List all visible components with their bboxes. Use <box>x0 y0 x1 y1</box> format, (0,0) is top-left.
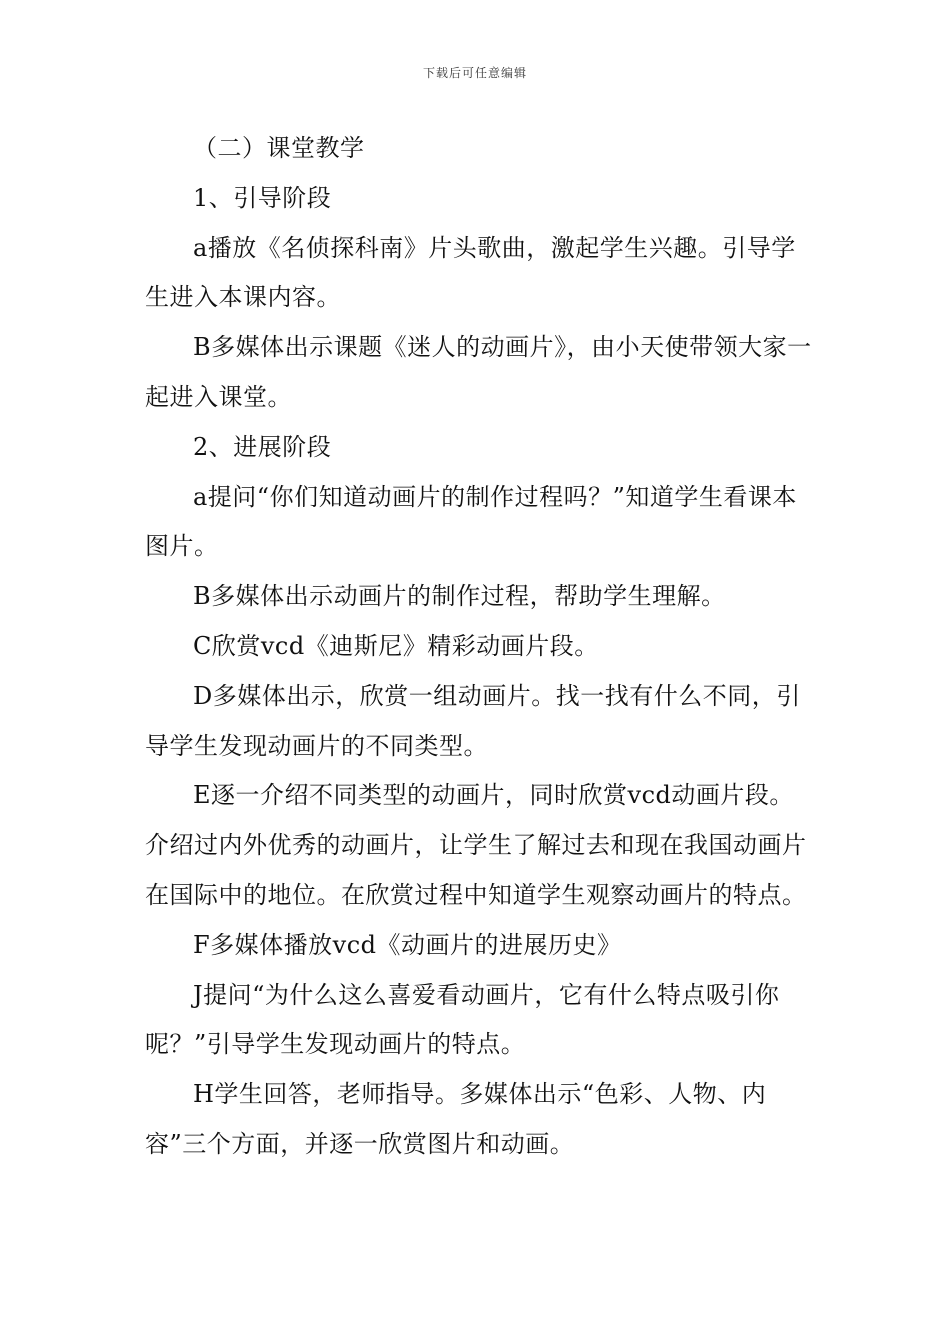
paragraph-c-disney: C欣赏vcd《迪斯尼》精彩动画片段。 <box>193 631 599 660</box>
paragraph-j-question: J提问“为什么这么喜爱看动画片，它有什么特点吸引你呢？”引导学生发现动画片的特点。 <box>145 980 780 1059</box>
document-body <box>145 124 817 1170</box>
stage-heading-development: 2、进展阶段 <box>193 432 332 461</box>
paragraph-b-production-process: B多媒体出示动画片的制作过程，帮助学生理解。 <box>193 582 726 611</box>
paragraph-h-answer: H学生回答，老师指导。多媒体出示“色彩、人物、内容”三个方面，并逐一欣赏图片和动画。 <box>145 1080 767 1158</box>
paragraph-f-history: F多媒体播放vcd《动画片的进展历史》 <box>193 930 622 959</box>
page-header: 下载后可任意编辑 <box>422 66 527 80</box>
paragraph-a-play-song: a播放《名侦探科南》片头歌曲，激起学生兴趣。引导学生进入本课内容。 <box>145 233 796 312</box>
paragraph-a-question: a提问“你们知道动画片的制作过程吗？”知道学生看课本图片。 <box>145 482 797 561</box>
paragraph-e-introduce: E逐一介绍不同类型的动画片，同时欣赏vcd动画片段。介绍过内外优秀的动画片，让学生了解过去和现在我国动画片在国际中的地位。在欣赏过程中知道学生观察动画片的特点。 <box>145 781 807 909</box>
section-heading-classroom-teaching: （二）课堂教学 <box>193 134 365 162</box>
stage-heading-guidance: 1、引导阶段 <box>193 183 332 212</box>
paragraph-d-types: D多媒体出示，欣赏一组动画片。找一找有什么不同，引导学生发现动画片的不同类型。 <box>145 681 801 760</box>
paragraph-b-show-title: B多媒体出示课题《迷人的动画片》，由小天使带领大家一起进入课堂。 <box>145 333 812 411</box>
